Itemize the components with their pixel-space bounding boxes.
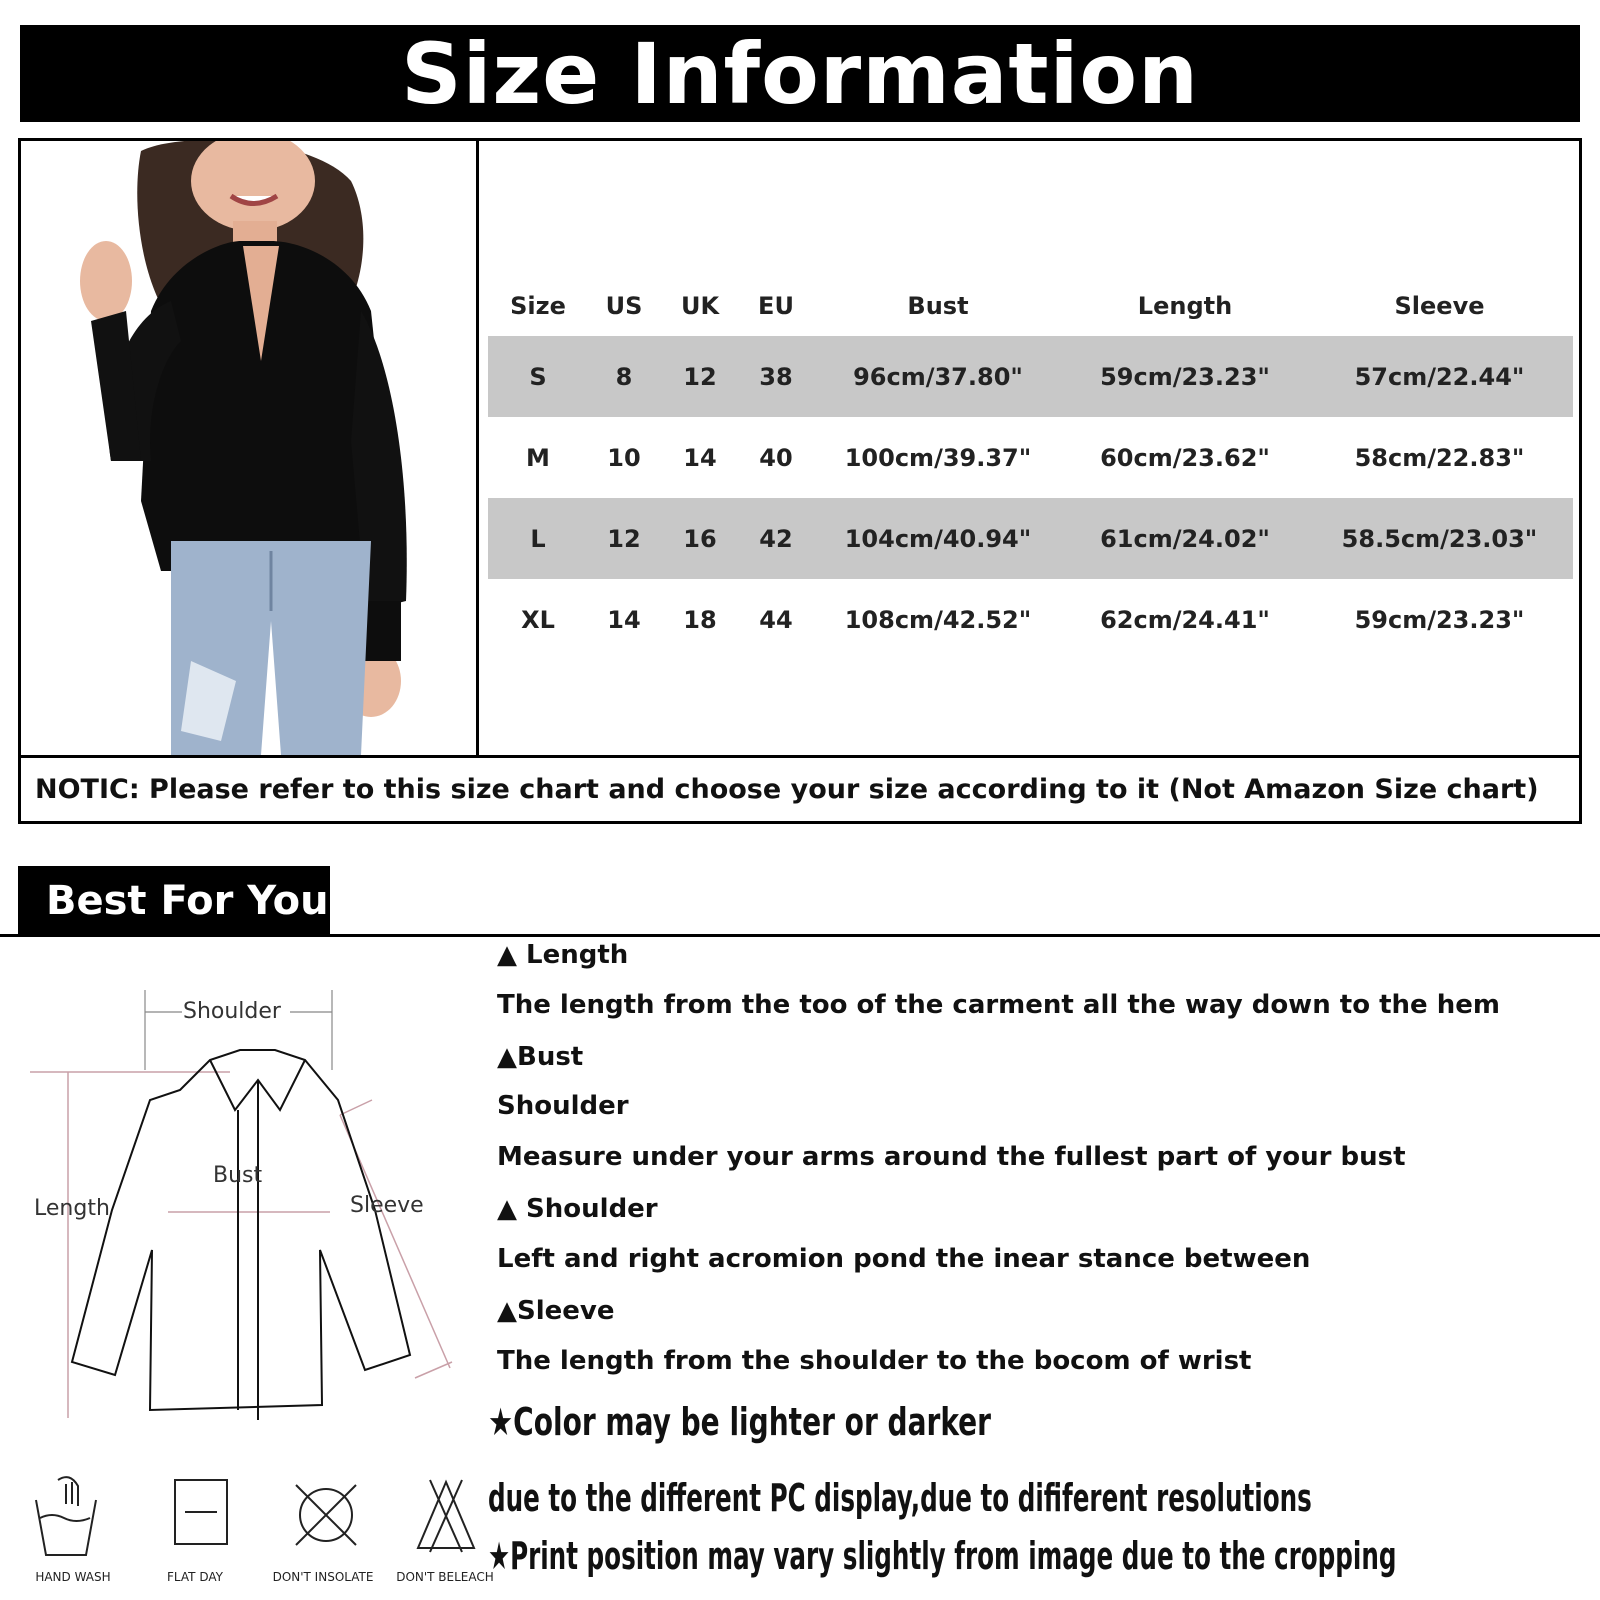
care-label: FLAT DAY (167, 1570, 223, 1584)
table-cell: 10 (607, 443, 641, 472)
table-cell: 100cm/39.37" (844, 443, 1032, 472)
dont-insolate-icon (268, 1470, 378, 1565)
header-eu: EU (758, 292, 794, 320)
note-line: ★Color may be lighter or darker (488, 1400, 991, 1444)
care-item-dont-insolate (268, 1470, 378, 1590)
table-cell: 59cm/23.23" (1064, 336, 1306, 417)
table-cell: 18 (683, 605, 717, 634)
table-cell: 12 (588, 498, 660, 579)
table-cell: 61cm/24.02" (1064, 498, 1306, 579)
header-size: Size (510, 292, 566, 320)
model-illustration (21, 141, 479, 755)
flat-dry-icon (140, 1470, 250, 1565)
table-cell: 16 (660, 498, 740, 579)
table-cell: 14 (683, 443, 717, 472)
model-photo (21, 141, 479, 755)
header-bust: Bust (907, 292, 969, 320)
table-row (488, 336, 1573, 417)
size-table-area (479, 141, 1579, 755)
table-cell: 104cm/40.94" (812, 498, 1064, 579)
table-cell: L (488, 498, 588, 579)
table-cell: 44 (759, 605, 793, 634)
desc-line: The length from the too of the carment all the way down to the hem (497, 990, 1500, 1020)
table-cell: 42 (740, 498, 812, 579)
table-cell: S (488, 336, 588, 417)
table-row (488, 579, 1573, 660)
table-cell: 58cm/22.83" (1354, 443, 1525, 472)
table-cell: 62cm/24.41" (1100, 605, 1270, 634)
table-row (488, 417, 1573, 498)
care-item-flat-dry (140, 1470, 250, 1590)
care-label: HAND WASH (35, 1570, 111, 1584)
header-length: Length (1137, 292, 1233, 320)
section-tab-best-for-you (18, 866, 330, 936)
desc-line: Shoulder (497, 1091, 629, 1121)
desc-line: The length from the shoulder to the bocom of wrist (497, 1346, 1252, 1376)
desc-line: Left and right acromion pond the inear stance between (497, 1244, 1311, 1274)
care-instructions (18, 1470, 494, 1590)
care-label: DON'T INSOLATE (272, 1570, 374, 1584)
size-table (488, 276, 1573, 660)
section-title: Best For You (46, 878, 329, 924)
header-uk: UK (680, 292, 720, 320)
table-cell: 40 (759, 443, 793, 472)
care-item-dont-bleach (390, 1470, 500, 1590)
desc-line: ▲Sleeve (497, 1296, 615, 1326)
table-cell: 57cm/22.44" (1306, 336, 1573, 417)
table-cell: 59cm/23.23" (1354, 605, 1525, 634)
section-divider (0, 934, 1600, 937)
diagram-label-shoulder: Shoulder (183, 999, 281, 1024)
table-cell: 14 (607, 605, 641, 634)
care-item-hand-wash (18, 1470, 128, 1590)
table-cell: 12 (660, 336, 740, 417)
table-cell: 96cm/37.80" (812, 336, 1064, 417)
page-title-banner (20, 25, 1580, 122)
dont-bleach-icon (390, 1470, 500, 1565)
table-cell: 60cm/23.62" (1100, 443, 1270, 472)
size-chart-notice (21, 755, 1579, 821)
desc-line: ▲ Shoulder (497, 1194, 658, 1224)
table-cell: 8 (588, 336, 660, 417)
care-label: DON'T BELEACH (396, 1570, 494, 1584)
table-cell: 108cm/42.52" (844, 605, 1032, 634)
header-sleeve: Sleeve (1394, 292, 1485, 320)
diagram-label-bust: Bust (213, 1163, 263, 1188)
note-line: ★Print position may vary slightly from image due to the cropping (488, 1534, 1397, 1578)
diagram-label-length: Length (34, 1196, 110, 1221)
table-cell: 58.5cm/23.03" (1306, 498, 1573, 579)
table-header-row (488, 276, 1573, 336)
note-line: due to the different PC display,due to dififerent resolutions (488, 1476, 1312, 1520)
desc-line: ▲Bust (497, 1042, 584, 1072)
table-cell: XL (521, 605, 555, 634)
table-row (488, 498, 1573, 579)
table-cell: 38 (740, 336, 812, 417)
hand-wash-icon (18, 1470, 128, 1565)
size-chart-box (18, 138, 1582, 824)
shirt-measurement-diagram (20, 950, 480, 1420)
diagram-label-sleeve: Sleeve (350, 1193, 424, 1218)
desc-line: ▲ Length (497, 940, 629, 970)
desc-line: Measure under your arms around the fullest part of your bust (497, 1142, 1406, 1172)
page-title: Size Information (401, 24, 1199, 123)
header-us: US (605, 292, 643, 320)
notice-text: NOTIC: Please refer to this size chart and choose your size according to it (Not Amazon Size chart) (35, 774, 1539, 805)
table-cell: M (526, 443, 550, 472)
